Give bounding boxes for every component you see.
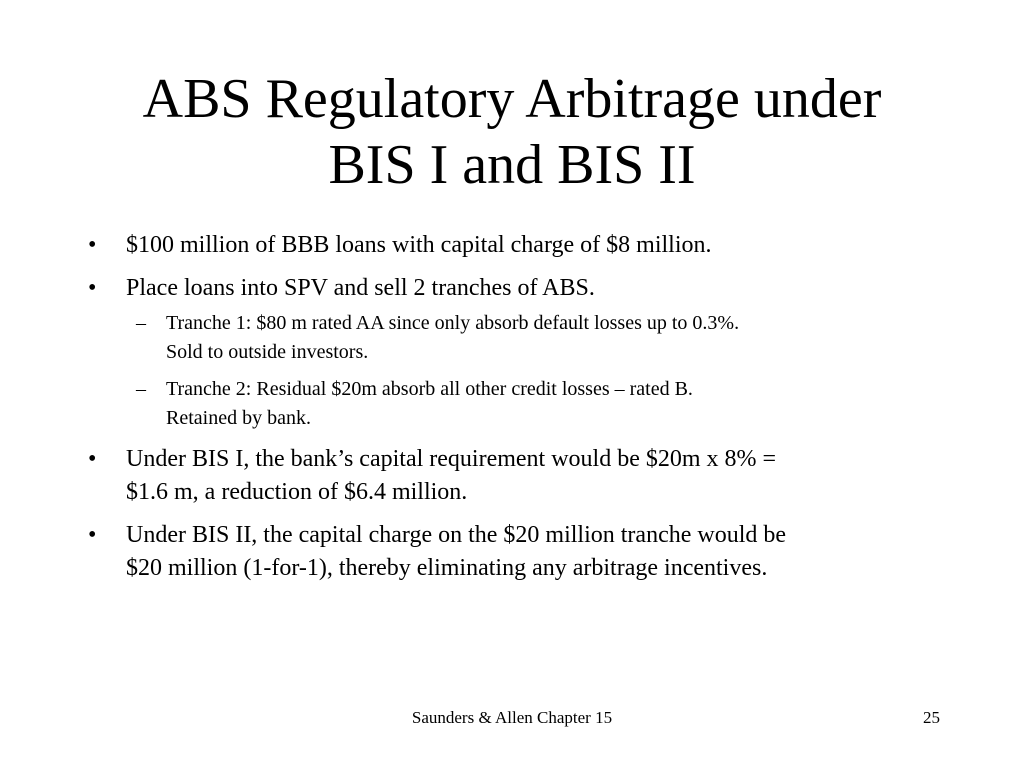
page-number: 25 [923,708,940,727]
bullet-marker: • [88,522,97,548]
bullet-text [126,272,936,305]
sub-bullet-text-line: Tranche 2: Residual $20m absorb all other credit losses – rated B. [166,378,693,400]
sub-bullet-list [126,309,936,433]
sub-bullet-text-line: Retained by bank. [166,407,311,429]
bullet-item-bis-1 [86,443,936,509]
bullet-text-line: Under BIS I, the bank’s capital requirement would be $20m x 8% = [126,446,777,472]
bullet-text [126,443,936,509]
sub-bullet-tranche-2 [120,375,936,433]
bullet-marker: • [88,275,97,301]
bullet-text [126,519,936,585]
footer-source: Saunders & Allen Chapter 15 [411,708,613,727]
slide-title-line: ABS Regulatory Arbitrage under [142,68,882,130]
slide-title [60,66,964,198]
bullet-text-line: $1.6 m, a reduction of $6.4 million. [126,479,468,505]
bullet-item-capital-charge [86,229,936,262]
sub-bullet-marker: – [136,378,146,400]
bullet-text-line: Under BIS II, the capital charge on the $20 million tranche would be [126,522,787,548]
sub-bullet-text-line: Sold to outside investors. [166,341,369,363]
bullet-marker: • [88,446,97,472]
bullet-item-bis-2 [86,519,936,585]
bullet-text-line: $20 million (1-for-1), thereby eliminating any arbitrage incentives. [126,555,768,581]
bullet-text [126,229,936,262]
sub-bullet-marker: – [136,312,146,334]
bullet-text-line: Place loans into SPV and sell 2 tranches of ABS. [126,275,595,301]
slide-title-line: BIS I and BIS II [328,134,696,196]
bullet-list [86,229,936,595]
sub-bullet-text-line: Tranche 1: $80 m rated AA since only absorb default losses up to 0.3%. [166,312,740,334]
bullet-marker: • [88,232,97,258]
bullet-text-line: $100 million of BBB loans with capital charge of $8 million. [126,232,712,258]
bullet-item-spv [86,272,936,433]
sub-bullet-tranche-1 [120,309,936,367]
